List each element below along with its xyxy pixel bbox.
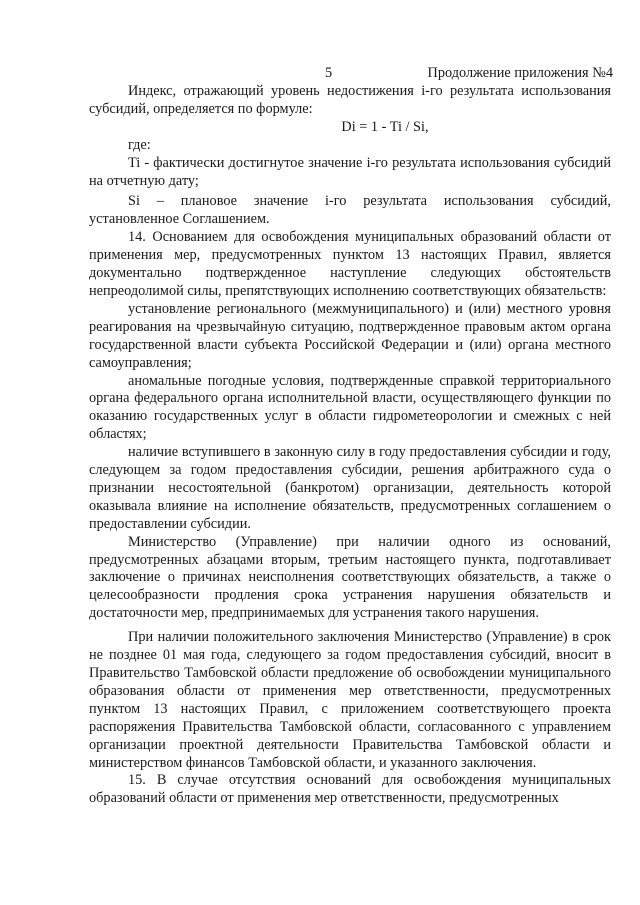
paragraph-positive-conclusion: При наличии положительного заключения Министерство (Управление) в срок не позднее 01 мая года, следующего за годом предоставления субсидий, вносит в Правительство Тамбовской области предложение об освобождении муниципального образования области от применения мер ответственности, предусмотренных пунктом 13 настоящих Правил, с приложением соответствующего проекта распоряжения Правительства Тамбовской области, согласованного с управлением организации проектной деятельности Правительства Тамбовской области и министерством финансов Тамбовской области, и указанного заключения.	[89, 629, 611, 771]
formula: Di = 1 - Ti / Si,	[341, 118, 429, 135]
paragraph-si-definition: Si – плановое значение i-го результата использования субсидий, установленное Соглашением.	[89, 193, 611, 228]
paragraph-emergency-response: установление регионального (межмуниципального) и (или) местного уровня реагирования на чрезвычайную ситуацию, подтвержденное правовым актом органа государственной власти субъекта Российской Федерации и (или) органа местного самоуправления;	[89, 300, 611, 371]
appendix-continuation-label: Продолжение приложения №4	[427, 65, 613, 81]
paragraph-bankruptcy: наличие вступившего в законную силу в году предоставления субсидии и году, следующем за годом предоставления субсидии, решения арбитражного суда о признании несостоятельной (банкротом) организации, деятельность которой оказывала влияние на исполнение обязательств, предусмотренных соглашением о предоставлении субсидии.	[89, 444, 611, 532]
paragraph-ministry-conclusion: Министерство (Управление) при наличии одного из оснований, предусмотренных абзацами вторым, третьим настоящего пункта, подготавливает заключение о причинах неисполнения соответствующих обязательств, а также о целесообразности продления срока устранения нарушения обязательств и достаточности мер, предпринимаемых для устранения такого нарушения.	[89, 533, 611, 622]
paragraph-clause-14: 14. Основанием для освобождения муниципальных образований области от применения мер, предусмотренных пунктом 13 настоящих Правил, является документально подтвержденное наступление следующих обстоятельств непреодолимой силы, препятствующих исполнению соответствующих обязательств:	[89, 229, 611, 299]
paragraph-weather-conditions: аномальные погодные условия, подтвержденные справкой территориального органа федерального органа исполнительной власти, осуществляющего функции по оказанию государственных услуг в области гидрометеорологии и смежных с ней областях;	[89, 372, 611, 443]
page-header	[0, 64, 640, 82]
paragraph-clause-15: 15. В случае отсутствия оснований для освобождения муниципальных образований области от применения мер ответственности, предусмотренных	[89, 772, 611, 807]
paragraph-index-definition: Индекс, отражающий уровень недостижения i-го результата использования субсидий, определяется по формуле:	[89, 83, 611, 117]
paragraph-ti-definition: Ti - фактически достигнутое значение i-го результата использования субсидий на отчетную дату;	[89, 154, 611, 189]
paragraph-where: где:	[128, 136, 151, 153]
document-body	[89, 83, 611, 808]
page-number: 5	[325, 65, 333, 81]
